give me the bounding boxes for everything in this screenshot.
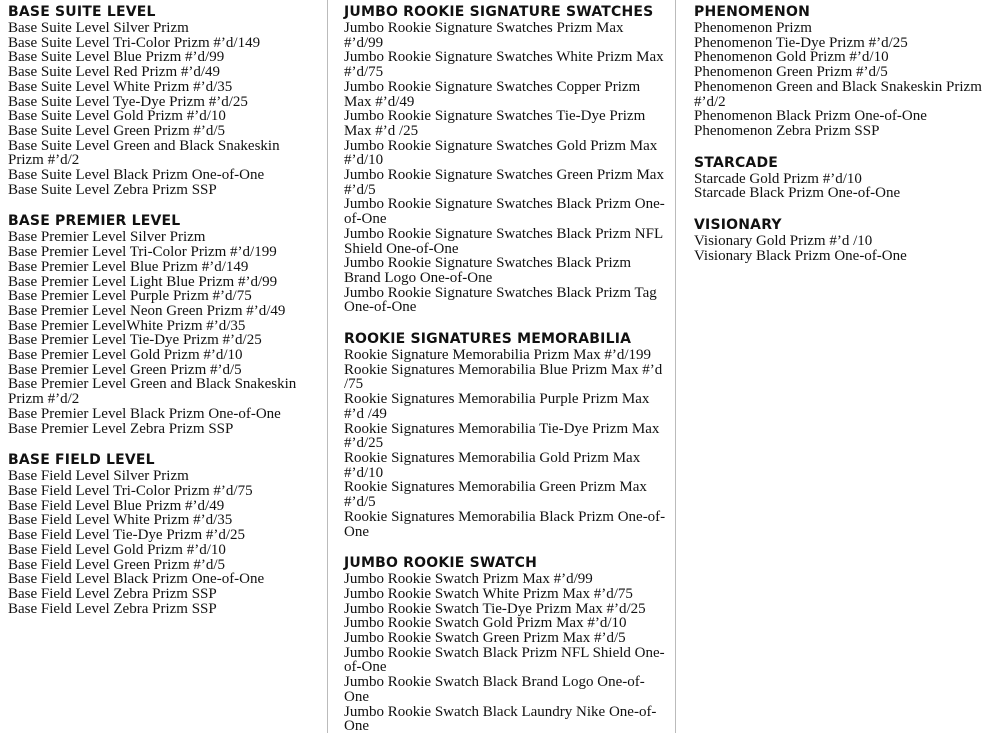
checklist-item: Phenomenon Green and Black Snakeskin Prizm #’d/2: [694, 78, 982, 110]
column-divider: [327, 0, 328, 733]
checklist-section: [344, 555, 666, 734]
checklist-item: Base Suite Level Green Prizm #’d/5: [8, 122, 226, 139]
checklist-item: Starcade Gold Prizm #’d/10: [694, 170, 862, 187]
checklist-item: Jumbo Rookie Signature Swatches Black Prizm Brand Logo One-of-One: [344, 255, 632, 286]
column-divider: [675, 0, 676, 733]
checklist-item: Jumbo Rookie Swatch Black Laundry Nike One-of-One: [344, 703, 657, 735]
section-heading: STARCADE: [694, 154, 779, 171]
checklist-column-1: [8, 4, 308, 632]
section-heading: VISIONARY: [694, 217, 782, 234]
checklist-item: Base Premier Level Light Blue Prizm #’d/99: [8, 273, 278, 290]
checklist-item: Base Suite Level White Prizm #’d/35: [8, 78, 233, 95]
checklist-item: Jumbo Rookie Signature Swatches White Prizm Max #’d/75: [344, 49, 664, 81]
checklist-item: Phenomenon Gold Prizm #’d/10: [694, 49, 889, 66]
section-heading: BASE PREMIER LEVEL: [8, 213, 181, 230]
checklist-item: Jumbo Rookie Signature Swatches Tie-Dye Prizm Max #’d /25: [344, 108, 646, 139]
checklist-item: Jumbo Rookie Signature Swatches Black Prizm NFL Shield One-of-One: [344, 225, 663, 257]
checklist-item: Base Premier Level Tri-Color Prizm #’d/199: [8, 244, 277, 261]
checklist-item: Jumbo Rookie Signature Swatches Copper Prizm Max #’d/49: [344, 78, 641, 110]
section-heading: ROOKIE SIGNATURES MEMORABILIA: [344, 331, 632, 348]
checklist-item: Base Premier Level Neon Green Prizm #’d/49: [8, 302, 286, 319]
checklist-item: Base Suite Level Silver Prizm: [8, 20, 189, 36]
checklist-item: Rookie Signatures Memorabilia Gold Prizm Max #’d/10: [344, 449, 641, 481]
checklist-item: Base Field Level Black Prizm One-of-One: [8, 571, 265, 588]
checklist-item: Base Field Level White Prizm #’d/35: [8, 512, 233, 529]
checklist-column-2: [344, 4, 666, 750]
checklist-item: Base Suite Level Green and Black Snakeskin Prizm #’d/2: [8, 137, 280, 169]
checklist-item: Rookie Signatures Memorabilia Green Prizm Max #’d/5: [344, 479, 647, 511]
checklist-section: [8, 4, 308, 197]
checklist-item: Rookie Signatures Memorabilia Tie-Dye Prizm Max #’d/25: [344, 420, 660, 452]
checklist-item: Base Field Level Blue Prizm #’d/49: [8, 497, 225, 514]
checklist-item: Jumbo Rookie Signature Swatches Black Prizm Tag One-of-One: [344, 284, 657, 316]
checklist-item: Base Field Level Tie-Dye Prizm #’d/25: [8, 527, 246, 544]
section-heading: JUMBO ROOKIE SWATCH: [344, 555, 538, 572]
checklist-item: Base Premier Level Green and Black Snakeskin Prizm #’d/2: [8, 376, 297, 408]
checklist-item: Visionary Gold Prizm #’d /10: [694, 233, 873, 250]
checklist-column-3: [694, 4, 994, 279]
checklist-item: Jumbo Rookie Swatch Black Brand Logo One-of-One: [344, 674, 645, 705]
checklist-item: Phenomenon Black Prizm One-of-One: [694, 108, 927, 125]
checklist-item: Jumbo Rookie Swatch Prizm Max #’d/99: [344, 571, 593, 588]
checklist-item: Jumbo Rookie Swatch White Prizm Max #’d/75: [344, 585, 633, 602]
checklist-item: Phenomenon Zebra Prizm SSP: [694, 122, 880, 139]
checklist-item: Base Premier Level Green Prizm #’d/5: [8, 361, 242, 378]
checklist-item: Base Premier Level Zebra Prizm SSP: [8, 420, 234, 437]
checklist-item: Base Premier Level Purple Prizm #’d/75: [8, 288, 252, 305]
checklist-item: Phenomenon Prizm: [694, 20, 812, 36]
checklist-item: Phenomenon Tie-Dye Prizm #’d/25: [694, 34, 908, 51]
checklist-item: Phenomenon Green Prizm #’d/5: [694, 64, 888, 81]
checklist-item: Visionary Black Prizm One-of-One: [694, 247, 907, 264]
checklist-item: Base Suite Level Zebra Prizm SSP: [8, 181, 217, 198]
checklist-section: [8, 213, 308, 436]
section-heading: PHENOMENON: [694, 4, 810, 20]
checklist-item: Base Field Level Zebra Prizm SSP: [8, 585, 217, 602]
checklist-item: Base Suite Level Black Prizm One-of-One: [8, 167, 265, 184]
checklist-item: Starcade Black Prizm One-of-One: [694, 185, 901, 202]
checklist-item: Jumbo Rookie Signature Swatches Prizm Max #’d/99: [344, 20, 624, 51]
checklist-item: Base Field Level Green Prizm #’d/5: [8, 556, 226, 573]
checklist-item: Jumbo Rookie Swatch Green Prizm Max #’d/5: [344, 630, 626, 647]
checklist-item: Base Premier Level Blue Prizm #’d/149: [8, 258, 249, 275]
checklist-item: Base Premier Level Tie-Dye Prizm #’d/25: [8, 332, 262, 349]
checklist-item: Base Field Level Silver Prizm: [8, 468, 189, 485]
checklist-item: Base Suite Level Tye-Dye Prizm #’d/25: [8, 93, 248, 110]
checklist-item: Jumbo Rookie Signature Swatches Green Prizm Max #’d/5: [344, 167, 664, 198]
checklist-section: [8, 452, 308, 616]
checklist-item: Jumbo Rookie Swatch Tie-Dye Prizm Max #’d/25: [344, 600, 646, 617]
checklist-section: [694, 155, 994, 201]
checklist-item: Base Premier LevelWhite Prizm #’d/35: [8, 317, 246, 334]
checklist-item: Rookie Signatures Memorabilia Black Prizm One-of-One: [344, 508, 666, 540]
checklist-item: Base Field Level Gold Prizm #’d/10: [8, 541, 226, 558]
checklist-item: Base Premier Level Gold Prizm #’d/10: [8, 347, 243, 364]
checklist-item: Base Field Level Zebra Prizm SSP: [8, 600, 217, 617]
checklist-item: Rookie Signature Memorabilia Prizm Max #’d/199: [344, 347, 652, 364]
section-heading: BASE FIELD LEVEL: [8, 452, 155, 469]
checklist-item: Jumbo Rookie Swatch Black Prizm NFL Shield One-of-One: [344, 644, 665, 676]
checklist-item: Base Premier Level Black Prizm One-of-One: [8, 405, 281, 422]
section-heading: BASE SUITE LEVEL: [8, 4, 156, 20]
section-heading: JUMBO ROOKIE SIGNATURE SWATCHES: [344, 4, 654, 20]
checklist-item: Base Suite Level Tri-Color Prizm #’d/149: [8, 34, 261, 51]
checklist-section: [694, 4, 994, 139]
checklist-section: [344, 331, 666, 539]
checklist-item: Jumbo Rookie Swatch Gold Prizm Max #’d/10: [344, 615, 627, 632]
checklist-item: Base Premier Level Silver Prizm: [8, 229, 206, 246]
checklist-item: Base Field Level Tri-Color Prizm #’d/75: [8, 482, 253, 499]
checklist-section: [344, 4, 666, 315]
checklist-item: Jumbo Rookie Signature Swatches Gold Prizm Max #’d/10: [344, 137, 658, 169]
checklist-item: Jumbo Rookie Signature Swatches Black Prizm One-of-One: [344, 196, 665, 228]
checklist-item: Rookie Signatures Memorabilia Blue Prizm Max #’d /75: [344, 361, 663, 393]
checklist-item: Base Suite Level Blue Prizm #’d/99: [8, 49, 225, 66]
checklist-section: [694, 217, 994, 263]
checklist-item: Base Suite Level Gold Prizm #’d/10: [8, 108, 226, 125]
checklist-item: Rookie Signatures Memorabilia Purple Prizm Max #’d /49: [344, 391, 650, 422]
checklist-item: Base Suite Level Red Prizm #’d/49: [8, 64, 221, 81]
